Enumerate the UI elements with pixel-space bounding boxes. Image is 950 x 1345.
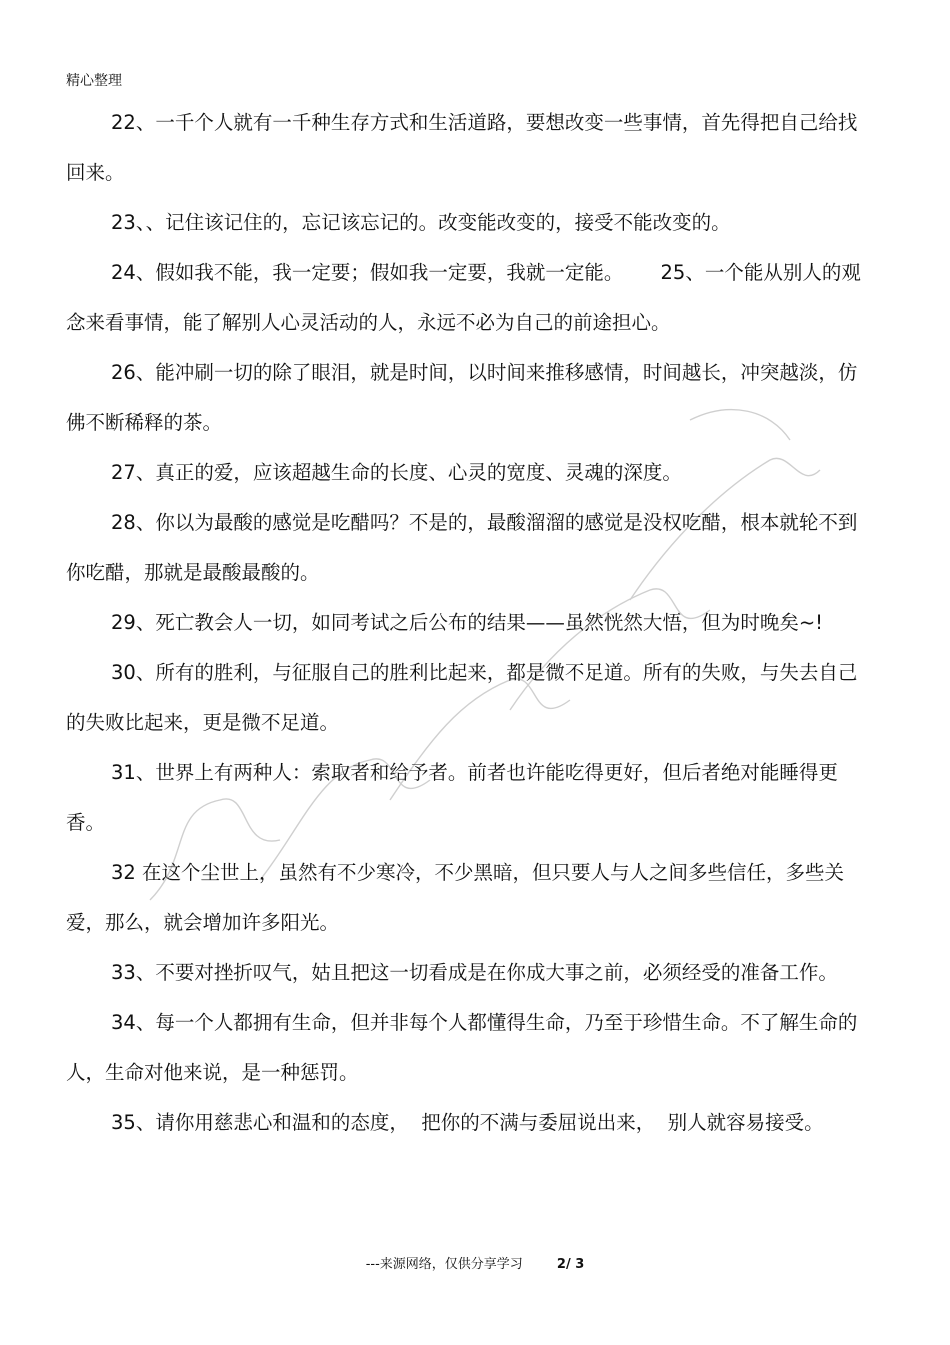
document-body bbox=[66, 98, 866, 1148]
quote-31: 31、世界上有两种人：索取者和给予者。前者也许能吃得更好，但后者绝对能睡得更香。 bbox=[66, 761, 838, 834]
quote-32: 32 在这个尘世上，虽然有不少寒冷，不少黑暗，但只要人与人之间多些信任，多些关爱，那么，就会增加许多阳光。 bbox=[66, 861, 845, 934]
quote-34: 34、每一个人都拥有生命，但并非每个人都懂得生命，乃至于珍惜生命。不了解生命的人，生命对他来说，是一种惩罚。 bbox=[66, 1011, 858, 1084]
quote-28: 28、你以为最酸的感觉是吃醋吗？不是的，最酸溜溜的感觉是没权吃醋，根本就轮不到你吃醋，那就是最酸最酸的。 bbox=[66, 511, 858, 584]
footer-source: ---来源网络，仅供分享学习 bbox=[365, 1257, 523, 1272]
quote-35: 35、请你用慈悲心和温和的态度， 把你的不满与委屈说出来， 别人就容易接受。 bbox=[111, 1111, 824, 1134]
quote-30: 30、所有的胜利，与征服自己的胜利比起来，都是微不足道。所有的失败，与失去自己的失败比起来，更是微不足道。 bbox=[66, 661, 858, 734]
quote-23: 23、、记住该记住的，忘记该忘记的。改变能改变的，接受不能改变的。 bbox=[111, 211, 731, 234]
quote-26: 26、能冲刷一切的除了眼泪，就是时间，以时间来推移感情，时间越长，冲突越淡，仿佛不断稀释的茶。 bbox=[66, 361, 858, 434]
quote-29: 29、死亡教会人一切，如同考试之后公布的结果——虽然恍然大悟，但为时晚矣~! bbox=[111, 611, 823, 634]
page-footer bbox=[0, 1253, 950, 1272]
quote-33: 33、不要对挫折叹气，姑且把这一切看成是在你成大事之前，必须经受的准备工作。 bbox=[111, 961, 838, 984]
page-header: 精心整理 bbox=[66, 73, 122, 89]
quote-22: 22、一千个人就有一千种生存方式和生活道路，要想改变一些事情，首先得把自己给找回来。 bbox=[66, 111, 858, 184]
page-number: 2/ 3 bbox=[556, 1257, 585, 1272]
quote-24-25: 24、假如我不能，我一定要；假如我一定要，我就一定能。 25、一个能从别人的观念来看事情，能了解别人心灵活动的人，永远不必为自己的前途担心。 bbox=[66, 261, 861, 334]
quote-27: 27、真正的爱，应该超越生命的长度、心灵的宽度、灵魂的深度。 bbox=[111, 461, 682, 484]
